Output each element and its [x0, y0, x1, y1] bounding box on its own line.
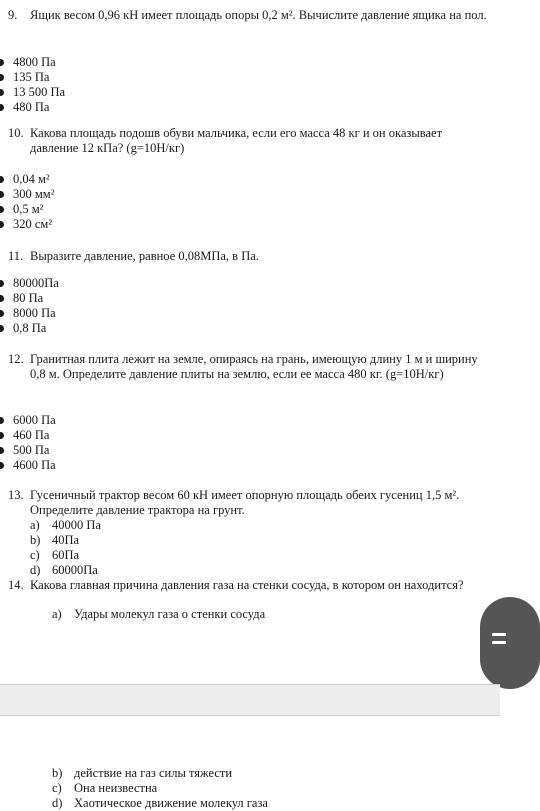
bullet-icon — [0, 221, 4, 228]
answer-option[interactable]: 4600 Па — [0, 458, 300, 473]
answer-option[interactable]: 0,04 м² — [0, 172, 300, 187]
bullet-icon — [0, 206, 4, 213]
bullet-icon — [0, 280, 4, 287]
answer-option[interactable]: c) Она неизвестна — [52, 781, 158, 795]
page-separator — [0, 684, 500, 716]
answer-option[interactable]: b) действие на газ силы тяжести — [52, 766, 233, 780]
bullet-icon — [0, 325, 4, 332]
question-number: 10. — [8, 126, 24, 140]
answer-option[interactable]: 4800 Па — [0, 55, 300, 70]
answer-option[interactable]: b) 40Па — [30, 533, 80, 547]
question-text: Какова главная причина давления газа на стенки сосуда, в котором он находится? — [30, 578, 464, 592]
bullet-icon — [0, 295, 4, 302]
answer-option[interactable]: c) 60Па — [30, 548, 80, 562]
answer-option[interactable]: 0,8 Па — [0, 321, 300, 336]
question-text: Гранитная плита лежит на земле, опираясь на грань, имеющую длину 1 м и ширину 0,8 м. Определите давление плиты на землю, если ее масса 480 кг. (g=10Н/кг) — [30, 352, 478, 381]
bullet-icon — [0, 432, 4, 439]
bullet-icon — [0, 176, 4, 183]
question-number: 9. — [8, 8, 18, 22]
question-number: 11. — [8, 249, 24, 263]
answer-option[interactable]: 6000 Па — [0, 413, 300, 428]
question-text: Гусеничный трактор весом 60 кН имеет опорную площадь обеих гусениц 1,5 м². Определите давление трактора на грунт. — [30, 488, 460, 517]
answer-option[interactable]: 460 Па — [0, 428, 300, 443]
question-11-options — [0, 276, 300, 336]
bullet-icon — [0, 462, 4, 469]
bullet-icon — [0, 191, 4, 198]
answer-option[interactable]: 80000Па — [0, 276, 300, 291]
document-page-2 — [0, 716, 500, 810]
question-13-options — [30, 518, 330, 578]
question-12-options — [0, 413, 300, 473]
question-number: 14. — [8, 578, 24, 592]
question-14 — [8, 578, 492, 593]
answer-option[interactable]: a) Удары молекул газа о стенки сосуда — [52, 607, 266, 621]
bullet-icon — [0, 447, 4, 454]
question-10-options — [0, 172, 300, 232]
answer-option[interactable]: 80 Па — [0, 291, 300, 306]
floating-menu-button[interactable] — [480, 597, 540, 689]
menu-lines-icon — [492, 633, 506, 636]
answer-option[interactable]: 500 Па — [0, 443, 300, 458]
answer-option[interactable]: 320 см² — [0, 217, 300, 232]
question-number: 12. — [8, 352, 24, 366]
question-number: 13. — [8, 488, 24, 502]
bullet-icon — [0, 310, 4, 317]
question-14-option-a — [52, 607, 352, 622]
bullet-icon — [0, 417, 4, 424]
answer-option[interactable]: 8000 Па — [0, 306, 300, 321]
answer-option[interactable]: 135 Па — [0, 70, 300, 85]
question-text: Какова площадь подошв обуви мальчика, если его масса 48 кг и он оказывает давление 12 кПа? (g=10Н/кг) — [30, 126, 443, 155]
answer-option[interactable]: d) 60000Па — [30, 563, 98, 577]
question-9 — [8, 8, 492, 23]
question-12 — [8, 352, 492, 382]
bullet-icon — [0, 74, 4, 81]
question-13 — [8, 488, 492, 518]
answer-option[interactable]: 13 500 Па — [0, 85, 300, 100]
question-text: Выразите давление, равное 0,08МПа, в Па. — [30, 249, 259, 263]
question-11 — [8, 249, 492, 264]
answer-option[interactable]: 300 мм² — [0, 187, 300, 202]
bullet-icon — [0, 89, 4, 96]
bullet-icon — [0, 59, 4, 66]
question-text: Ящик весом 0,96 кН имеет площадь опоры 0,2 м². Вычислите давление ящика на пол. — [30, 8, 487, 22]
question-14-options-continued — [52, 766, 352, 811]
answer-option[interactable]: a) 40000 Па — [30, 518, 101, 532]
bullet-icon — [0, 104, 4, 111]
question-10 — [8, 126, 492, 156]
answer-option[interactable]: d) Хаотическое движение молекул газа — [52, 796, 268, 810]
answer-option[interactable]: 0,5 м² — [0, 202, 300, 217]
question-9-options — [0, 55, 300, 115]
answer-option[interactable]: 480 Па — [0, 100, 300, 115]
